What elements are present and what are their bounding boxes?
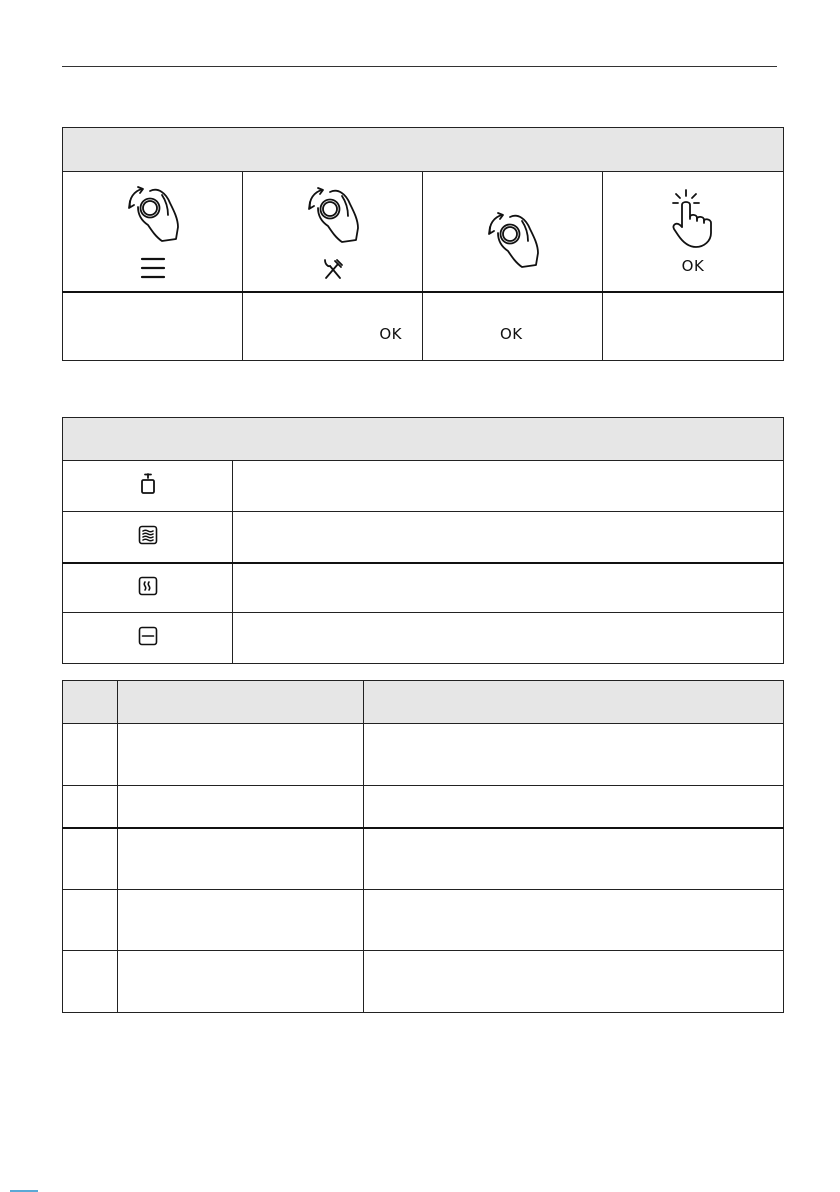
symbol-row [63,563,784,613]
step-table-header-text [63,128,784,172]
top-rule [62,66,777,67]
fork-knife-icon [322,258,344,280]
step-3-caption [423,292,603,361]
info-table-header [63,681,784,724]
symbol-row [63,613,784,664]
step-2-caption [243,292,423,361]
weight-icon [139,473,157,495]
minus-box-icon [138,626,158,646]
rotate-knob-hand-icon [122,181,184,243]
step-1-caption [63,292,243,361]
symbol-row [63,461,784,512]
symbol-table-header-text [63,418,784,461]
step-captions-row [63,292,784,361]
steam-wave-icon [138,525,158,545]
symbol-row [63,512,784,563]
symbol-table [62,417,784,664]
step-2-icons [243,172,423,292]
press-hand-icon [668,187,718,249]
step-1-icons [63,172,243,292]
table-row [63,951,784,1013]
table-row [63,828,784,890]
step-icons-row [63,172,784,292]
step-table [62,127,784,361]
symbol-table-header [63,418,784,461]
ok-label: OK [500,324,523,343]
menu-icon [140,255,166,281]
info-table [62,680,784,1013]
table-row [63,786,784,828]
rotate-knob-hand-icon [482,207,544,269]
ok-label: OK [681,257,705,276]
step-4-caption [603,292,784,361]
steam-small-icon [138,576,158,596]
rotate-knob-hand-icon [302,182,364,244]
ok-label: OK [379,324,402,343]
table-row [63,890,784,951]
step-4-icons [603,172,784,292]
step-table-header [63,128,784,172]
step-3-icons [423,172,603,292]
table-row [63,724,784,786]
